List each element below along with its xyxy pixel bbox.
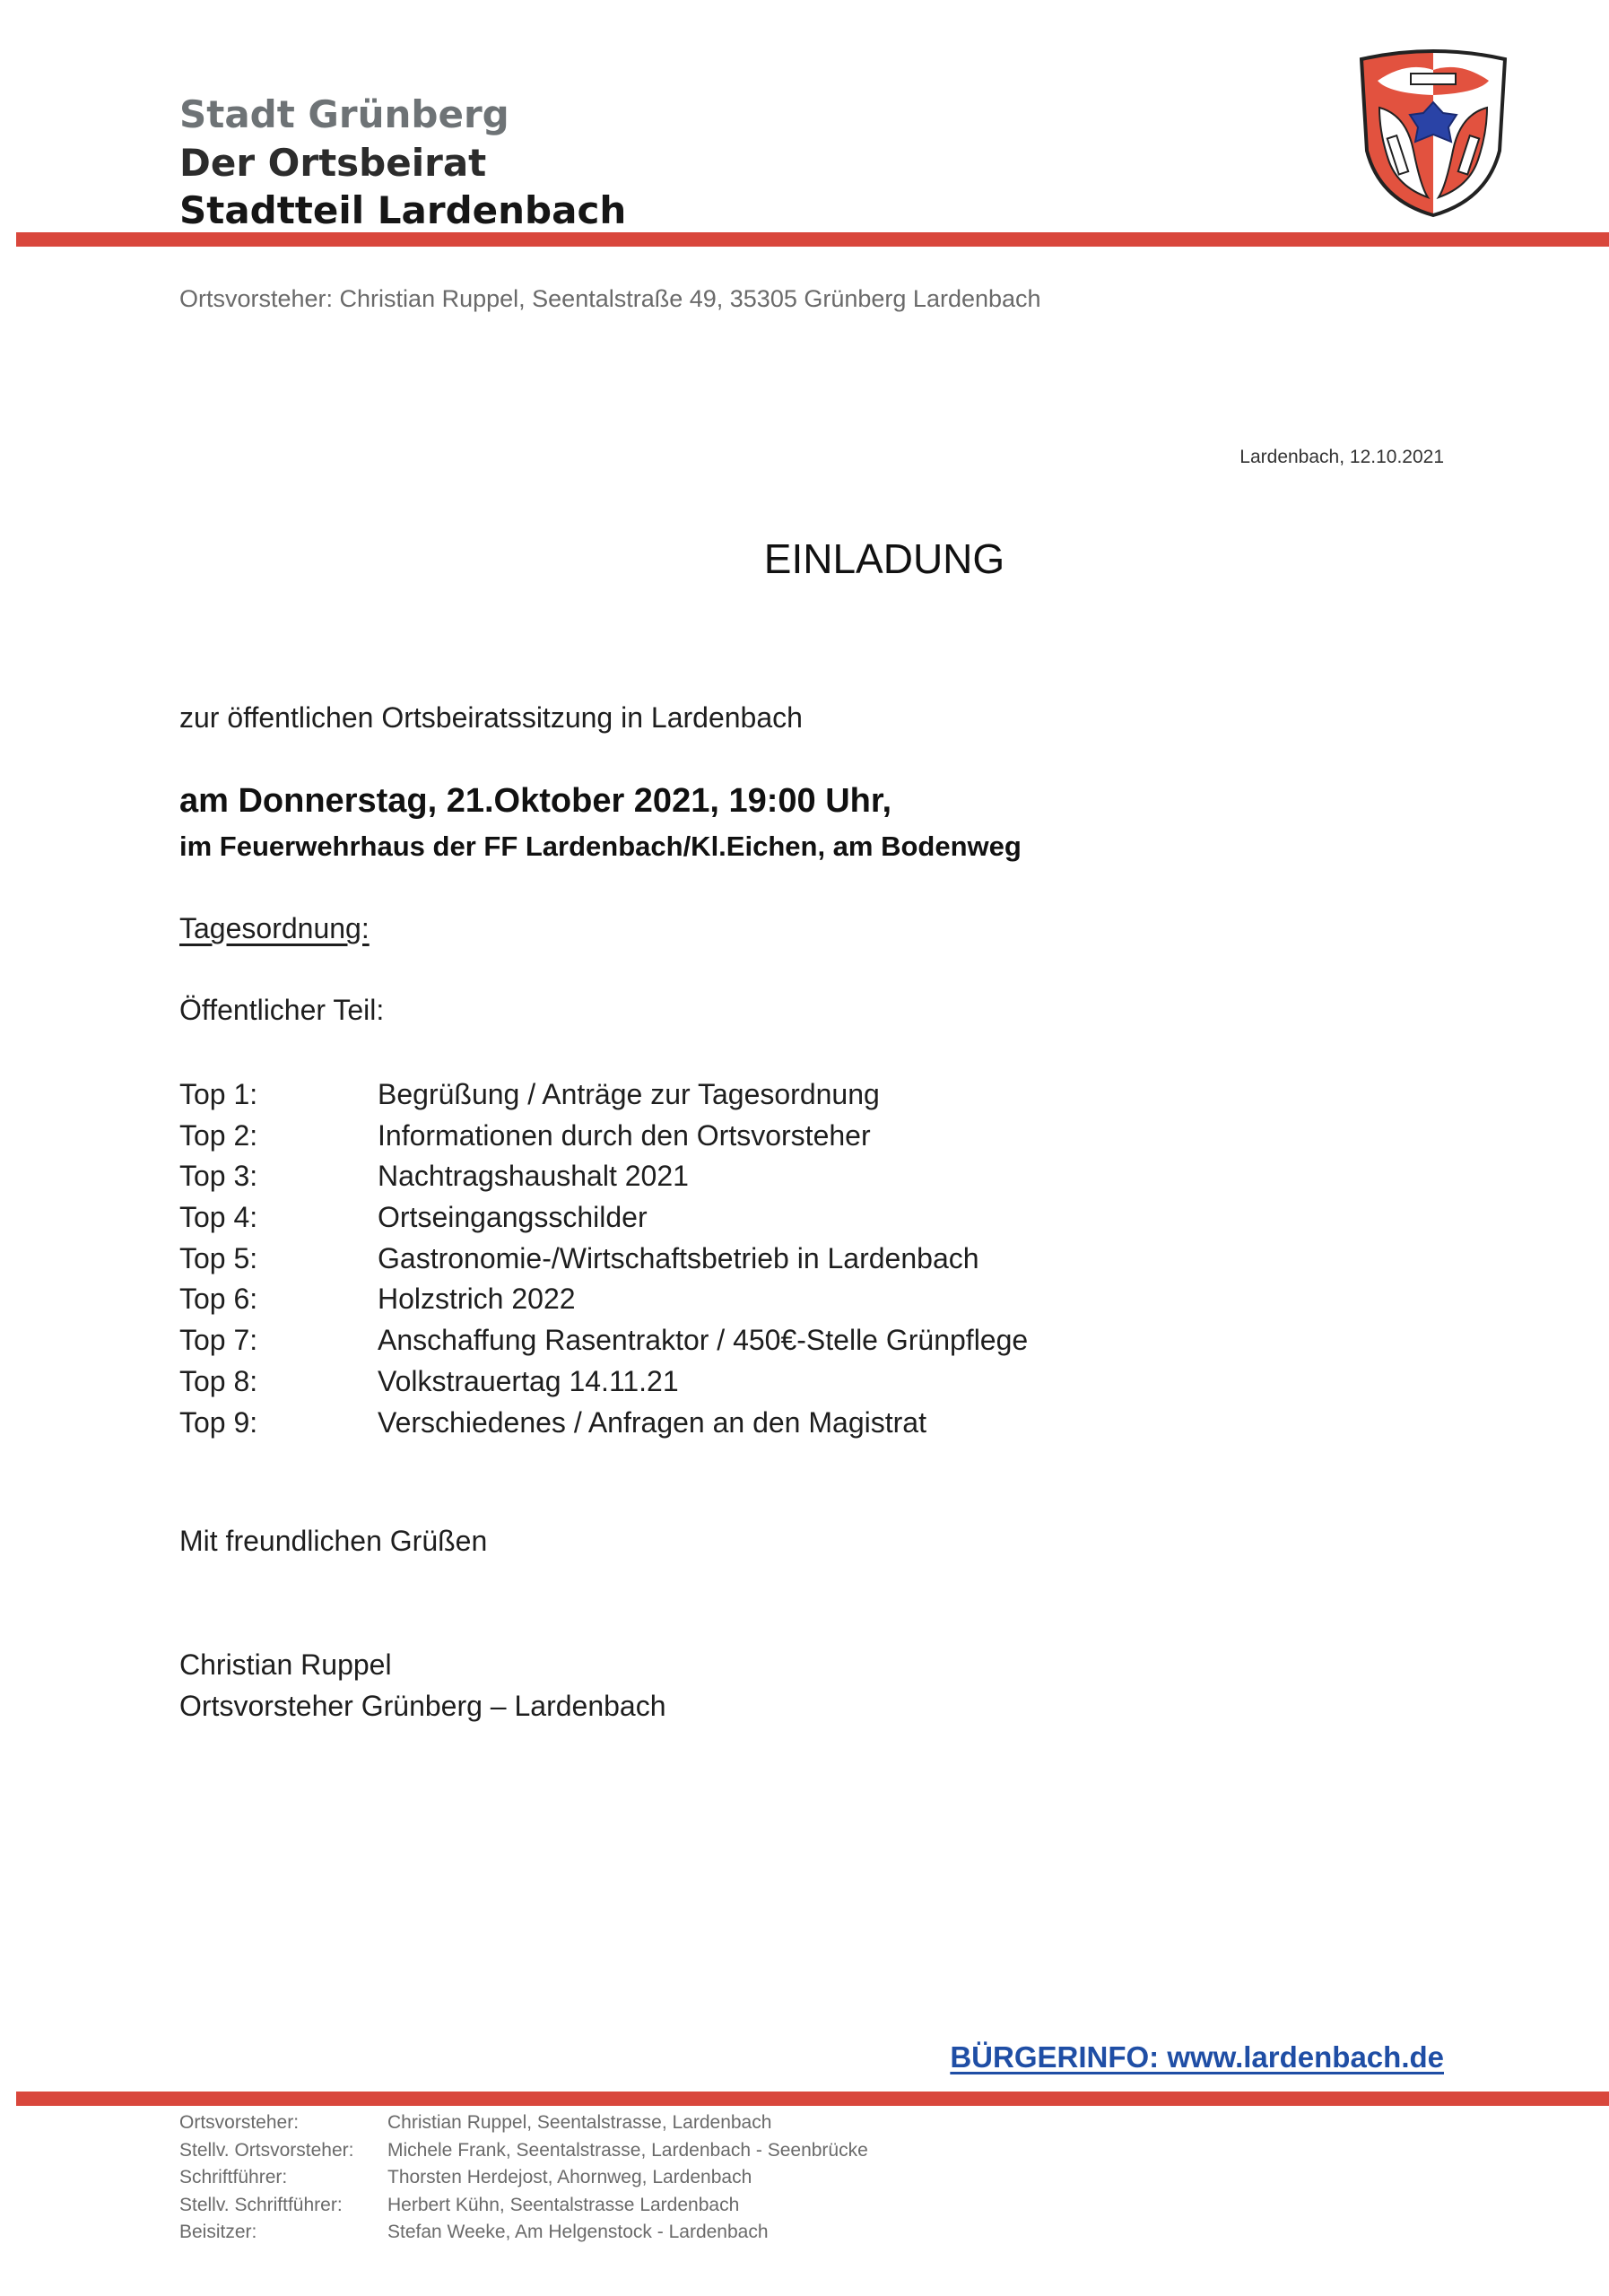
- header-district: Stadtteil Lardenbach: [179, 188, 627, 232]
- footer-divider: [16, 2092, 1609, 2106]
- letter-title: EINLADUNG: [763, 535, 1005, 582]
- agenda-text: Volkstrauertag 14.11.21: [378, 1364, 679, 1397]
- signature-role: Ortsvorsteher Grünberg – Lardenbach: [179, 1690, 666, 1722]
- footer-value: Christian Ruppel, Seentalstrasse, Lardenbach: [387, 2112, 772, 2133]
- header-council: Der Ortsbeirat: [179, 141, 487, 185]
- agenda-number: Top 8:: [179, 1364, 258, 1397]
- agenda-text: Gastronomie-/Wirtschaftsbetrieb in Lardenbach: [378, 1241, 979, 1274]
- agenda-text: Ortseingangsschilder: [378, 1201, 648, 1234]
- footer-row: [179, 2137, 868, 2165]
- agenda-text: Informationen durch den Ortsvorsteher: [378, 1118, 871, 1152]
- footer-label: Stellv. Schriftführer:: [179, 2194, 343, 2215]
- agenda-item: [179, 1279, 1028, 1320]
- agenda-number: Top 1:: [179, 1078, 258, 1110]
- footer-value: Thorsten Herdejost, Ahornweg, Lardenbach: [387, 2167, 752, 2187]
- letter-date: Lardenbach, 12.10.2021: [1239, 447, 1444, 467]
- footer-label: Schriftführer:: [179, 2167, 288, 2187]
- footer-row: [179, 2192, 868, 2220]
- letter-title-row: [0, 535, 1609, 583]
- coat-of-arms-icon: [1352, 43, 1514, 219]
- footer-value: Stefan Weeke, Am Helgenstock - Lardenbach: [387, 2222, 769, 2242]
- meeting-location: im Feuerwehrhaus der FF Lardenbach/Kl.Eichen, am Bodenweg: [179, 831, 1022, 862]
- citizen-info-link[interactable]: BÜRGERINFO: www.lardenbach.de: [950, 2040, 1444, 2074]
- header-divider: [16, 232, 1609, 247]
- agenda-text: Holzstrich 2022: [378, 1283, 576, 1316]
- agenda-list: [179, 1074, 1028, 1443]
- agenda-item: [179, 1320, 1028, 1361]
- agenda-number: Top 6:: [179, 1283, 258, 1316]
- agenda-item: [179, 1116, 1028, 1157]
- header-city: Stadt Grünberg: [179, 92, 509, 136]
- agenda-number: Top 2:: [179, 1118, 258, 1152]
- signature-name: Christian Ruppel: [179, 1648, 392, 1681]
- sender-line: Ortsvorsteher: Christian Ruppel, Seentalstraße 49, 35305 Grünberg Lardenbach: [179, 285, 1041, 312]
- agenda-item: [179, 1156, 1028, 1197]
- closing-greeting: Mit freundlichen Grüßen: [179, 1525, 488, 1557]
- agenda-text: Nachtragshaushalt 2021: [378, 1160, 689, 1193]
- agenda-item: [179, 1197, 1028, 1239]
- agenda-item: [179, 1239, 1028, 1280]
- agenda-item: [179, 1403, 1028, 1444]
- agenda-number: Top 9:: [179, 1405, 258, 1439]
- agenda-number: Top 4:: [179, 1201, 258, 1234]
- agenda-text: Verschiedenes / Anfragen an den Magistrat: [378, 1405, 926, 1439]
- footer-row: [179, 2109, 868, 2137]
- footer-label: Stellv. Ortsvorsteher:: [179, 2139, 354, 2161]
- footer-row: [179, 2219, 868, 2247]
- footer-label: Beisitzer:: [179, 2222, 257, 2242]
- meeting-date: am Donnerstag, 21.Oktober 2021, 19:00 Uhr,: [179, 782, 892, 820]
- public-part-heading: Öffentlicher Teil:: [179, 994, 385, 1026]
- agenda-text: Begrüßung / Anträge zur Tagesordnung: [378, 1078, 880, 1110]
- agenda-heading: Tagesordnung:: [179, 912, 370, 944]
- footer-value: Herbert Kühn, Seentalstrasse Lardenbach: [387, 2194, 740, 2215]
- footer-value: Michele Frank, Seentalstrasse, Lardenbach - Seenbrücke: [387, 2139, 868, 2161]
- agenda-number: Top 7:: [179, 1324, 258, 1357]
- agenda-number: Top 5:: [179, 1241, 258, 1274]
- intro-text: zur öffentlichen Ortsbeiratssitzung in Lardenbach: [179, 701, 803, 734]
- footer-label: Ortsvorsteher:: [179, 2112, 300, 2133]
- agenda-item: [179, 1361, 1028, 1403]
- footer-members: [179, 2109, 868, 2247]
- footer-row: [179, 2164, 868, 2192]
- agenda-item: [179, 1074, 1028, 1116]
- agenda-text: Anschaffung Rasentraktor / 450€-Stelle Grünpflege: [378, 1324, 1029, 1357]
- agenda-number: Top 3:: [179, 1160, 258, 1193]
